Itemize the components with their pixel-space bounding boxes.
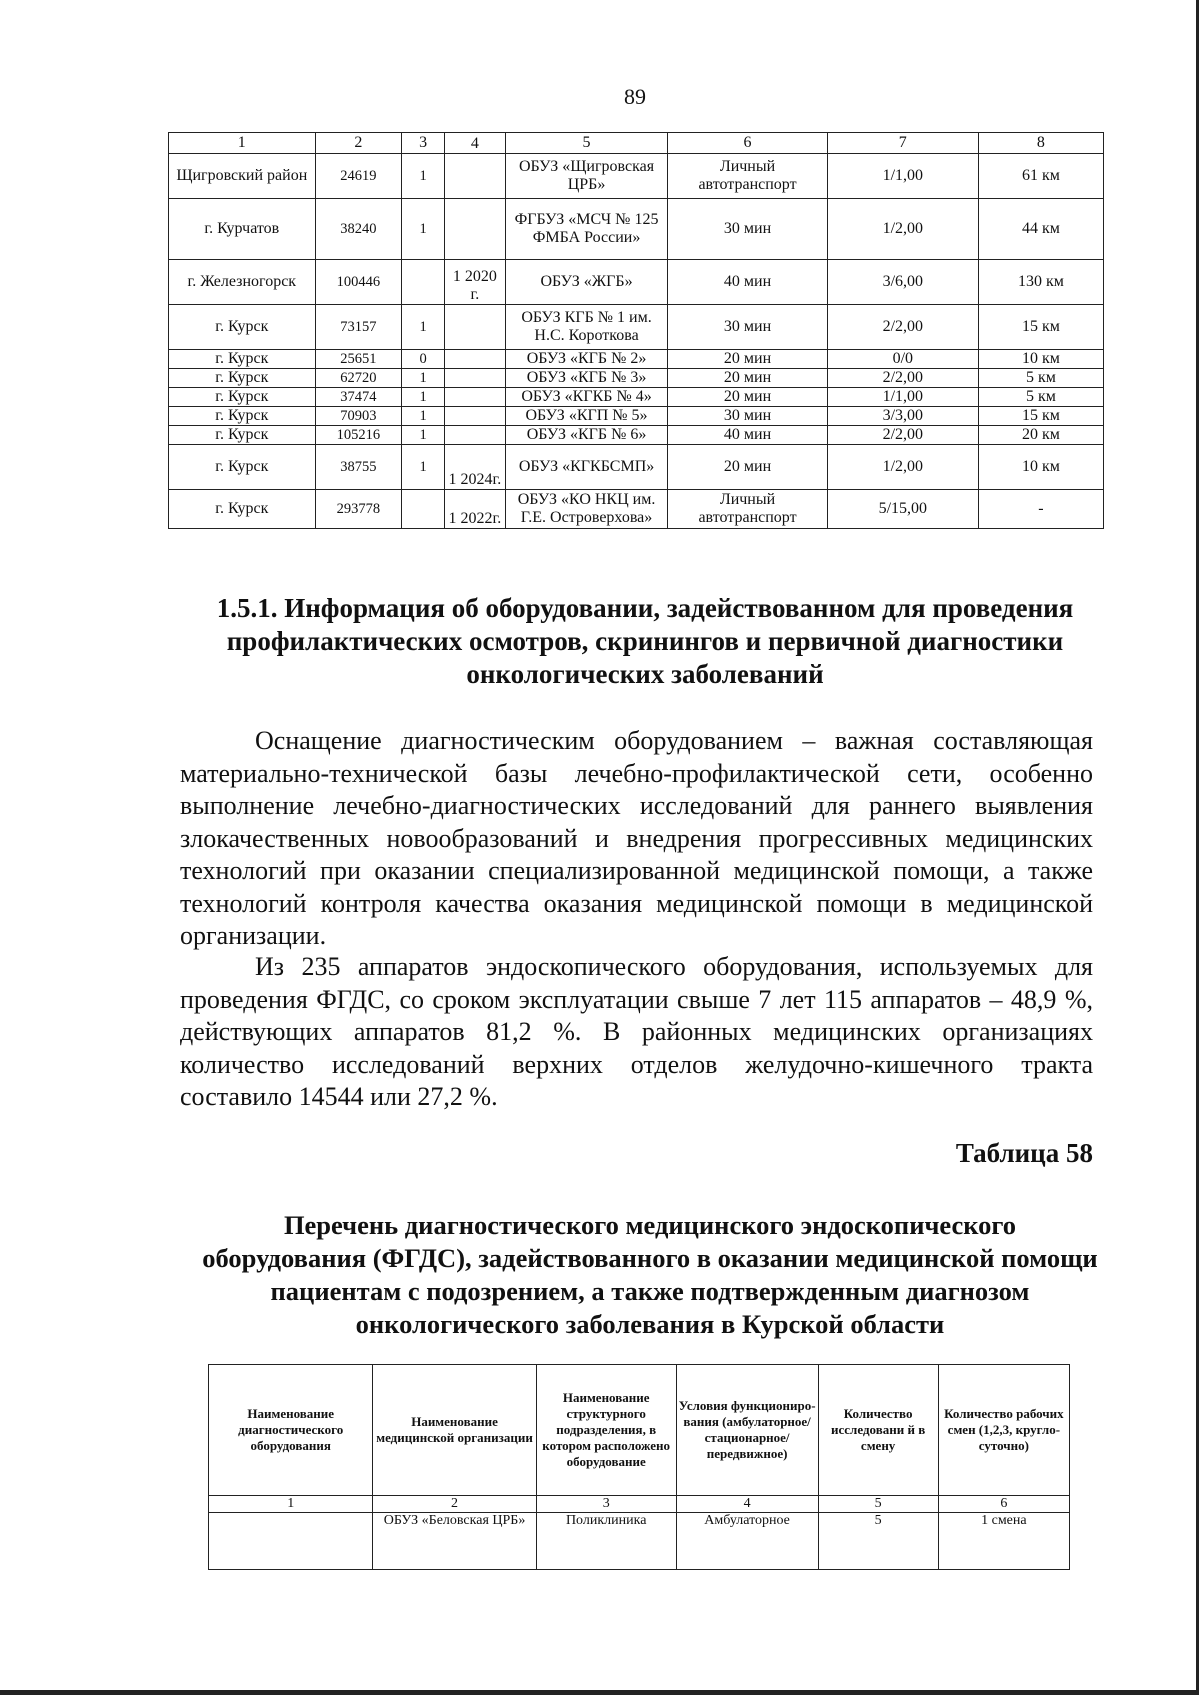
table-row [169, 260, 1104, 305]
table-cell: г. Курск [169, 350, 316, 369]
table-cell: Личный автотранспорт [668, 154, 827, 199]
table-cell: Поликлиника [536, 1513, 676, 1570]
table-cell: г. Курск [169, 388, 316, 407]
table-row [169, 445, 1104, 490]
column-number: 1 [209, 1496, 373, 1513]
table-cell: ОБУЗ «КГБ № 2» [505, 350, 667, 369]
table-cell: 1/2,00 [827, 199, 978, 260]
table-cell: 1/1,00 [827, 388, 978, 407]
table-cell: 293778 [315, 490, 402, 529]
table-cell: ОБУЗ «ЖГБ» [505, 260, 667, 305]
table-cell: ОБУЗ «Беловская ЦРБ» [373, 1513, 536, 1570]
header-cell: 7 [827, 133, 978, 154]
table-cell [444, 350, 505, 369]
table-cell: г. Железногорск [169, 260, 316, 305]
table-cell: 10 км [978, 350, 1103, 369]
table-cell: г. Курчатов [169, 199, 316, 260]
table-cell: 70903 [315, 407, 402, 426]
table-cell [444, 154, 505, 199]
table-cell: г. Курск [169, 305, 316, 350]
table-cell: 5 [818, 1513, 938, 1570]
column-header: Наименование структурного подразделения, в котором расположено оборудование [536, 1365, 676, 1496]
table-row [169, 388, 1104, 407]
table-cell [402, 490, 445, 529]
table-row [169, 154, 1104, 199]
table-cell: 25651 [315, 350, 402, 369]
table-cell: 1 смена [938, 1513, 1069, 1570]
section-heading: 1.5.1. Информация об оборудовании, задействованном для проведения профилактических осмотров, скринингов и первичной диагностики онкологических заболеваний [216, 593, 1074, 689]
table-cell: г. Курск [169, 445, 316, 490]
column-number: 4 [676, 1496, 818, 1513]
table-cell: 1 [402, 199, 445, 260]
table-cell: 1 [402, 388, 445, 407]
table-row [169, 426, 1104, 445]
table-cell: 1 [402, 305, 445, 350]
table-cell: 1 2024г. [444, 445, 505, 490]
column-number-row [209, 1496, 1070, 1513]
table-cell: 3/6,00 [827, 260, 978, 305]
table-cell: ОБУЗ «Щигровская ЦРБ» [505, 154, 667, 199]
table-cell: ОБУЗ КГБ № 1 им. Н.С. Короткова [505, 305, 667, 350]
table-cell: 1/1,00 [827, 154, 978, 199]
table-row [169, 407, 1104, 426]
table-cell: 37474 [315, 388, 402, 407]
table-cell: 20 мин [668, 350, 827, 369]
table-cell: г. Курск [169, 490, 316, 529]
table-cell: 20 мин [668, 369, 827, 388]
table-cell: 5 км [978, 369, 1103, 388]
table-cell: 5 км [978, 388, 1103, 407]
table-cell: 1 [402, 407, 445, 426]
endoscopy-equipment-table [208, 1364, 1070, 1570]
paragraph-equipment: Оснащение диагностическим оборудованием – важная составляющая материально-технической базы лечебно-профилактической сети, особенно выполнение лечебно-диагностических исследований для раннего выявления злокачественных новообразований и внедрения прогрессивных медицинских технологий при оказании специализированной медицинской помощи, а также технологий контроля качества оказания медицинской помощи в медицинской организации. [180, 726, 1093, 950]
table-cell: г. Курск [169, 369, 316, 388]
table-cell: 38240 [315, 199, 402, 260]
header-cell: 4 [444, 133, 505, 154]
table-cell: ОБУЗ «КГП № 5» [505, 407, 667, 426]
table-cell: Амбулаторное [676, 1513, 818, 1570]
table-cell [444, 426, 505, 445]
table-cell: 44 км [978, 199, 1103, 260]
table-cell [444, 305, 505, 350]
header-cell: 2 [315, 133, 402, 154]
table-cell [444, 369, 505, 388]
table-cell: 15 км [978, 407, 1103, 426]
page-number: 89 [624, 84, 646, 109]
table-cell: ФГБУЗ «МСЧ № 125 ФМБА России» [505, 199, 667, 260]
column-header: Наименование медицинской организации [373, 1365, 536, 1496]
table-cell: 0 [402, 350, 445, 369]
table-cell: 1/2,00 [827, 445, 978, 490]
table-cell: 24619 [315, 154, 402, 199]
table-cell: 1 [402, 445, 445, 490]
table-cell: 20 км [978, 426, 1103, 445]
facilities-table [168, 132, 1104, 529]
table-cell: Щигровский район [169, 154, 316, 199]
table-cell: ОБУЗ «КО НКЦ им. Г.Е. Островерхова» [505, 490, 667, 529]
table-header-row [209, 1365, 1070, 1496]
table-cell: 15 км [978, 305, 1103, 350]
column-header: Количество исследовани й в смену [818, 1365, 938, 1496]
column-number: 6 [938, 1496, 1069, 1513]
table-cell: 62720 [315, 369, 402, 388]
table-cell: Личный автотранспорт [668, 490, 827, 529]
table-cell: 0/0 [827, 350, 978, 369]
paragraph-fgds-stats: Из 235 аппаратов эндоскопического оборудования, используемых для проведения ФГДС, со сроком эксплуатации свыше 7 лет 115 аппаратов – 48,9 %, действующих аппаратов 81,2 %. В районных медицинских организациях количество исследований верхних отделов желудочно-кишечного тракта составило 14544 или 27,2 %. [180, 952, 1093, 1111]
table-cell: 40 мин [668, 426, 827, 445]
table-label: Таблица 58 [955, 1138, 1093, 1168]
table-cell [444, 407, 505, 426]
table-cell: 2/2,00 [827, 369, 978, 388]
header-cell: 8 [978, 133, 1103, 154]
table-header-row [169, 133, 1104, 154]
table-cell: ОБУЗ «КГКБСМП» [505, 445, 667, 490]
table-cell: 73157 [315, 305, 402, 350]
table-cell: г. Курск [169, 407, 316, 426]
table-cell: 5/15,00 [827, 490, 978, 529]
table-cell: 1 2020 г. [444, 260, 505, 305]
header-cell: 3 [402, 133, 445, 154]
table-cell: ОБУЗ «КГБ № 6» [505, 426, 667, 445]
table-row [169, 199, 1104, 260]
table-row [169, 350, 1104, 369]
table-cell: 38755 [315, 445, 402, 490]
table-cell: 1 [402, 369, 445, 388]
table-cell: 20 мин [668, 445, 827, 490]
table-row [169, 490, 1104, 529]
table-cell: 1 [402, 154, 445, 199]
table-cell: 2/2,00 [827, 305, 978, 350]
table-cell: 3/3,00 [827, 407, 978, 426]
table-cell: 130 км [978, 260, 1103, 305]
table-cell: 10 км [978, 445, 1103, 490]
table-row [169, 305, 1104, 350]
column-header: Наименование диагностического оборудования [209, 1365, 373, 1496]
table-cell: 30 мин [668, 305, 827, 350]
column-header: Условия функциониро-вания (амбулаторное/ стационарное/ передвижное) [676, 1365, 818, 1496]
table-cell: 1 [402, 426, 445, 445]
header-cell: 5 [505, 133, 667, 154]
table-cell: 2/2,00 [827, 426, 978, 445]
table-row [209, 1513, 1070, 1570]
table-cell: 30 мин [668, 199, 827, 260]
column-header: Количество рабочих смен (1,2,3, кругло-суточно) [938, 1365, 1069, 1496]
table-row [169, 369, 1104, 388]
table-cell [444, 388, 505, 407]
table-cell: 1 2022г. [444, 490, 505, 529]
table-cell: 40 мин [668, 260, 827, 305]
table-cell [209, 1513, 373, 1570]
table-cell [402, 260, 445, 305]
table-cell: 20 мин [668, 388, 827, 407]
table-cell: г. Курск [169, 426, 316, 445]
table-cell: ОБУЗ «КГБ № 3» [505, 369, 667, 388]
table-cell: 61 км [978, 154, 1103, 199]
column-number: 5 [818, 1496, 938, 1513]
table-cell: 100446 [315, 260, 402, 305]
table-cell: - [978, 490, 1103, 529]
table-cell: ОБУЗ «КГКБ № 4» [505, 388, 667, 407]
column-number: 2 [373, 1496, 536, 1513]
column-number: 3 [536, 1496, 676, 1513]
table-cell: 30 мин [668, 407, 827, 426]
table-cell: 105216 [315, 426, 402, 445]
table-cell [444, 199, 505, 260]
table-title: Перечень диагностического медицинского эндоскопического оборудования (ФГДС), задействованного в оказании медицинской помощи пациентам с подозрением, а также подтвержденным диагнозом онкологического заболевания в Курской области [202, 1210, 1098, 1339]
header-cell: 1 [169, 133, 316, 154]
header-cell: 6 [668, 133, 827, 154]
